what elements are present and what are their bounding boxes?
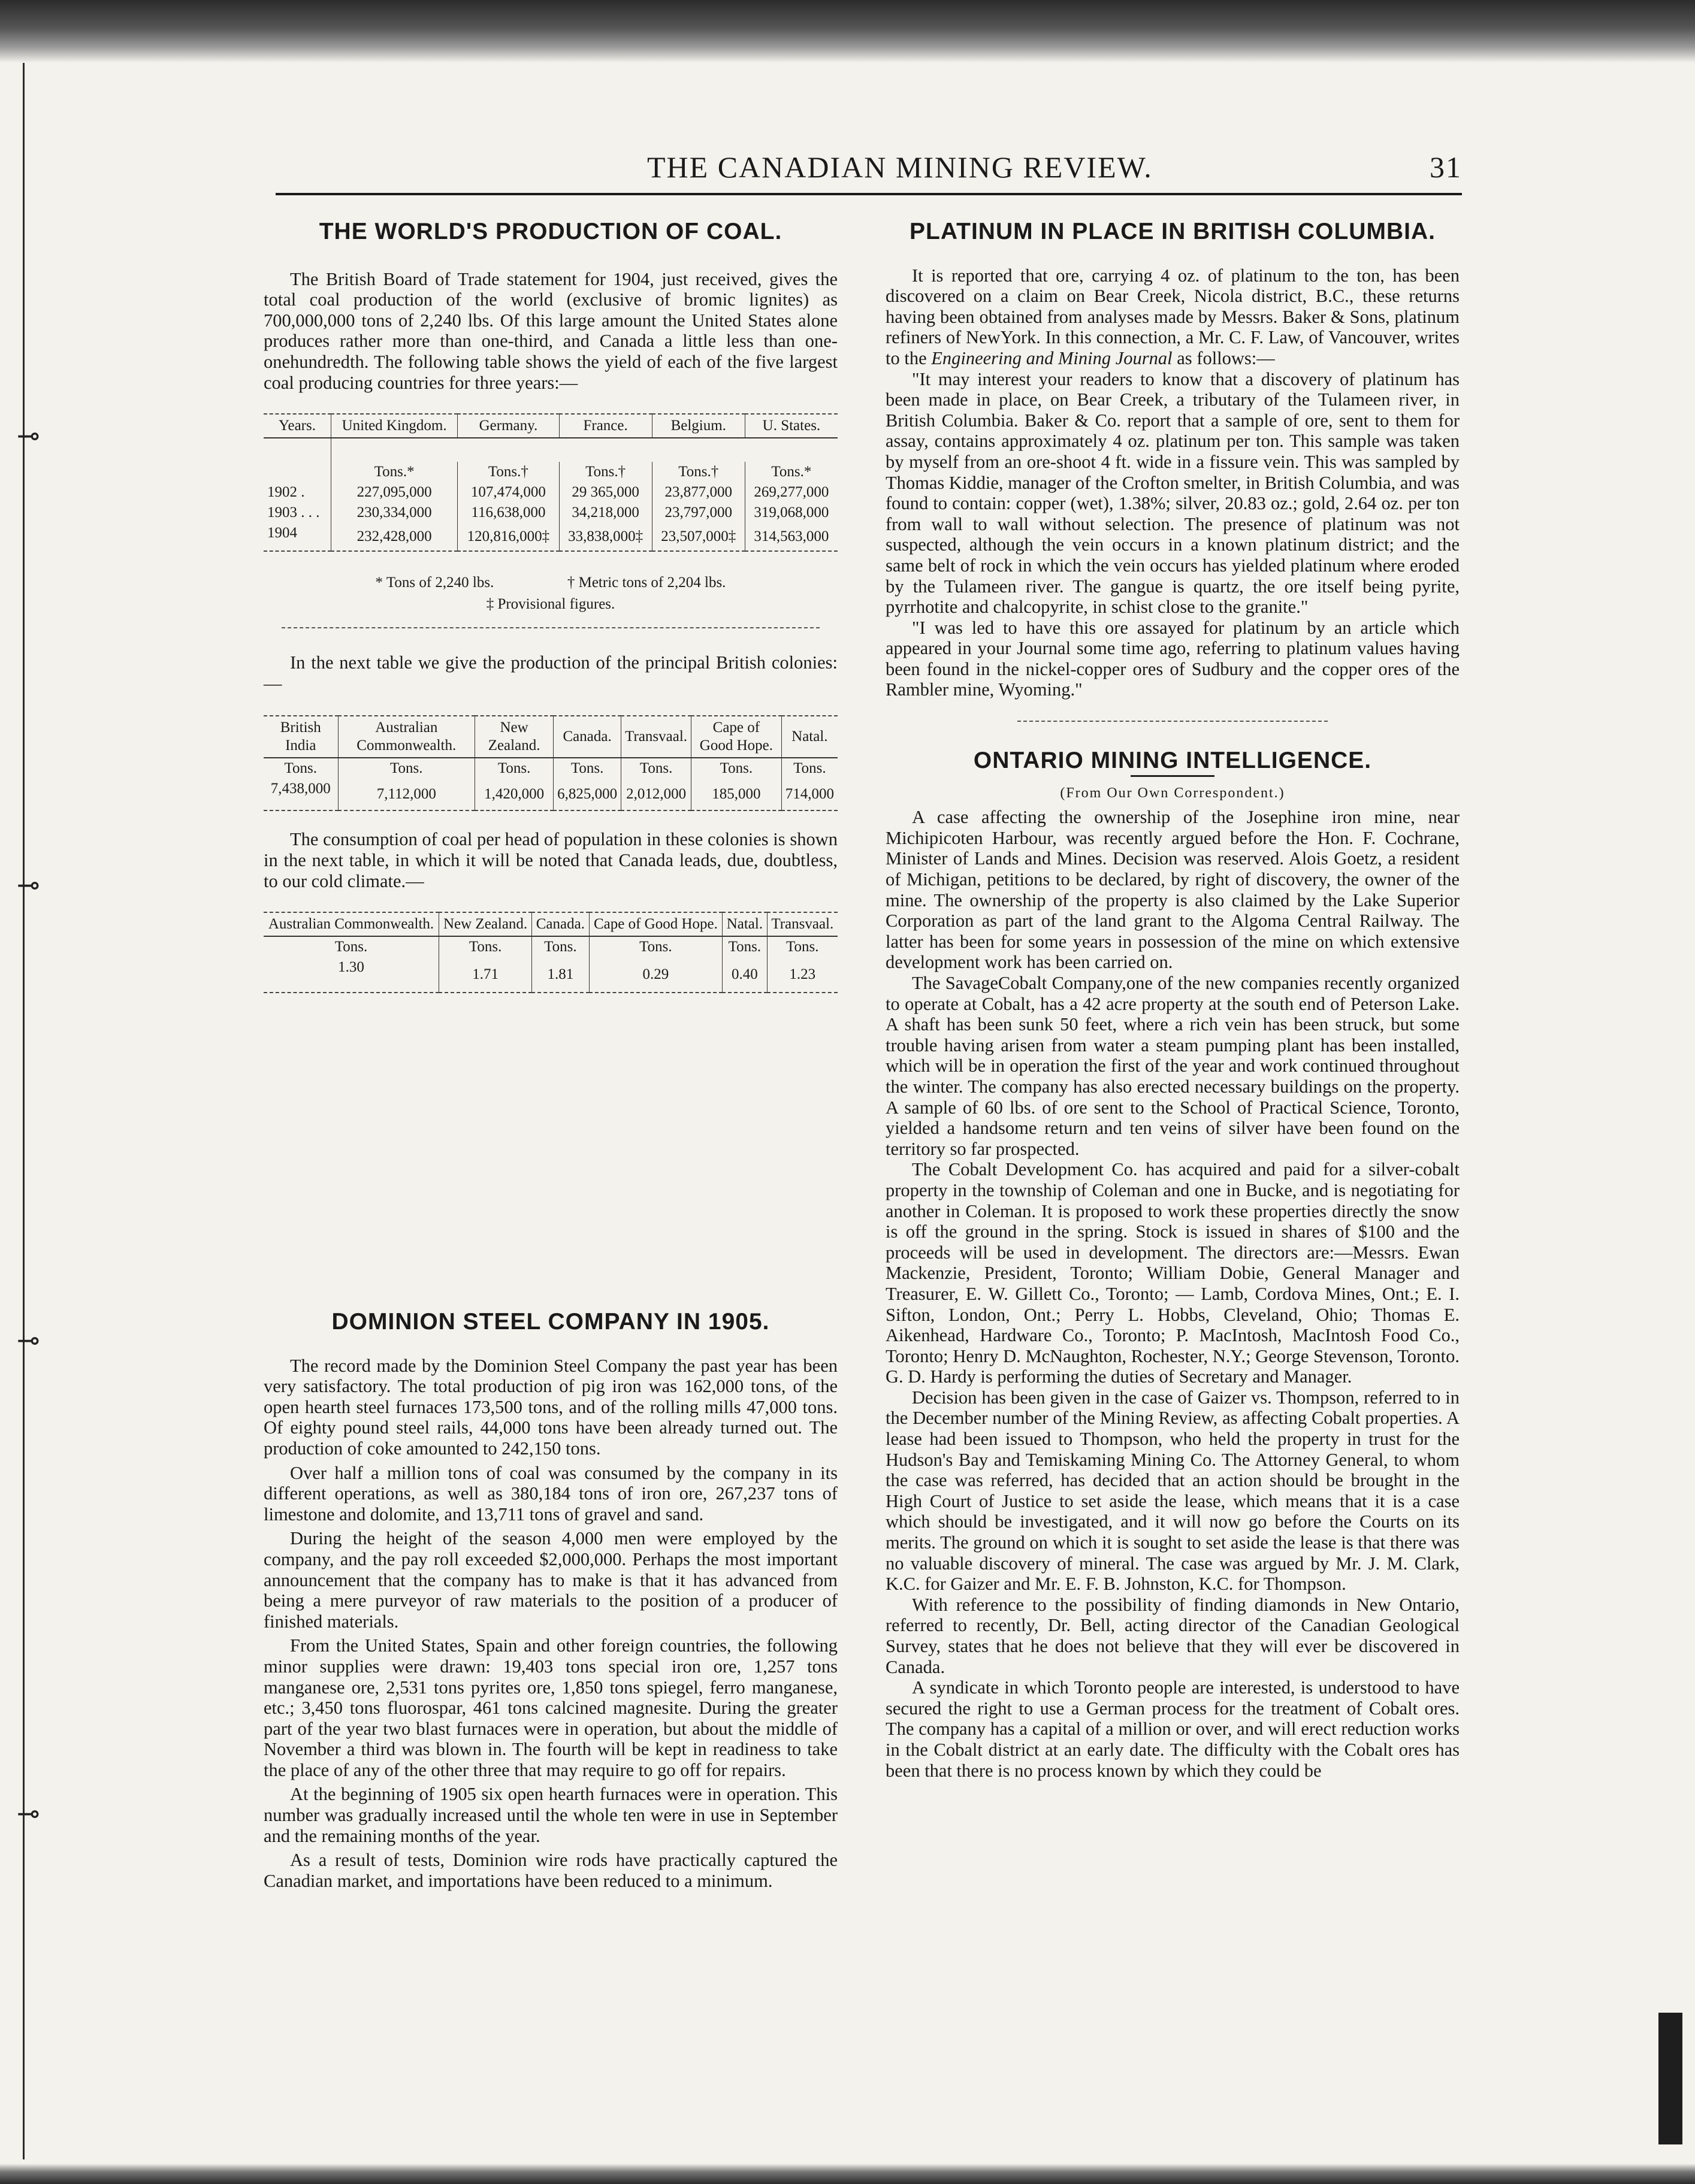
table-cell: Tons. [439, 936, 532, 957]
table-cell: 34,218,000 [559, 503, 652, 523]
table-row [264, 482, 838, 503]
ontario-paragraph: The SavageCobalt Company,one of the new companies recently organized to operate at Cobalt, has a 42 acre property at the south end of Peterson Lake. A shaft has been sunk 50 feet, where a rich vein has been struck, but some trouble having arisen from water a steam pumping plant has been installed, which will be in operation the first of the year and work continued throughout the winter. The company has also erected necessary buildings on the property. A sample of 60 lbs. of ore sent to the School of Practical Science, Toronto, yielded a handsome return and ten veins of silver have been found on the territory so far prospected. [886, 973, 1460, 1159]
table-cell: 1904 [267, 525, 297, 542]
steel-heading: DOMINION STEEL COMPANY IN 1905. [331, 1309, 770, 1335]
table-header: Canada. [532, 912, 589, 936]
coal-table-colonies [264, 715, 838, 811]
table-header: Australian Commonwealth. [268, 916, 434, 933]
coal-para-consumption: The consumption of coal per head of population in these colonies is shown in the next table, in which it will be noted that Canada leads, due, doubtless, to our cold climate.— [264, 829, 838, 891]
table-header: United Kingdom. [331, 414, 457, 438]
table-cell: 0.40 [723, 957, 767, 993]
table-cell: 230,334,000 [331, 503, 457, 523]
table-header: Years. [278, 418, 316, 434]
page-number: 31 [1430, 150, 1462, 184]
coal-para-colonies: In the next table we give the production of the principal British colonies:— [264, 652, 838, 694]
scan-right-blot [1658, 2013, 1682, 2144]
scan-left-margin-rule [23, 63, 25, 2159]
table-cell: 1.81 [532, 957, 589, 993]
table-cell: Tons. [475, 758, 554, 779]
table-cell: 7,438,000 [270, 781, 331, 797]
coal-table-consumption [264, 912, 838, 993]
table-cell: Tons.* [745, 462, 838, 482]
table-header: Cape of Good Hope. [589, 912, 723, 936]
table-cell: Tons. [532, 936, 589, 957]
table-header: Australian Commonwealth. [338, 716, 475, 758]
byline: (From Our Own Correspondent.) [1060, 785, 1285, 801]
table-cell: 1902 . [267, 484, 305, 501]
ontario-paragraph: With reference to the possibility of finding diamonds in New Ontario, referred to recently, Dr. Bell, acting director of the Canadian Geological Survey, states that he does not believe that they will ever be discovered in Canada. [886, 1594, 1460, 1677]
footnote: * Tons of 2,240 lbs. [375, 574, 494, 591]
scan-bottom-edge [0, 2164, 1695, 2184]
platinum-paragraph: "I was led to have this ore assayed for platinum by an article which appeared in your Journal some time ago, referring to platinum values having been found in the nickel-copper ores of Sudbury and the copper ores of the Rambler mine, Wyoming." [886, 617, 1460, 700]
table-cell: Tons. [589, 936, 723, 957]
header-rule [276, 193, 1462, 195]
table-cell: 314,563,000 [745, 523, 838, 551]
table-cell: 23,877,000 [652, 482, 745, 503]
steel-paragraph: During the height of the season 4,000 men were employed by the company, and the pay roll exceeded $2,000,000. Perhaps the most important announcement that the company has to make is that it has advanced from being a mere purveyor of raw materials to the position of a producer of finished materials. [264, 1528, 838, 1632]
table-cell: 1903 . . . [267, 504, 320, 521]
table-cell: 7,112,000 [338, 779, 475, 810]
table-cell [264, 438, 331, 462]
left-column [264, 219, 838, 993]
steel-paragraph: Over half a million tons of coal was consumed by the company in its different operations, as well as 380,184 tons of iron ore, 267,237 tons of limestone and dolomite, and 13,711 tons of gravel and sand. [264, 1462, 838, 1524]
table-cell: 1.30 [338, 959, 364, 976]
table-cell: 33,838,000‡ [559, 523, 652, 551]
table-row [264, 523, 838, 551]
margin-mark: ⊸ [17, 1324, 40, 1356]
table-row [264, 957, 838, 993]
ontario-paragraph: Decision has been given in the case of Gaizer vs. Thompson, referred to in the December number of the Mining Review, as affecting Cobalt properties. A lease had been issued to Thompson, who held the property in trust for the Hudson's Bay and Temiskaming Mining Co. The Attorney General, to whom the case was referred, has decided that an action should be brought in the High Court of Justice to set aside the lease, which means that it is a case which should be investigated, and it will now go before the Courts on its merits. The ground on which it is sought to set aside the lease is that there was no valuable discovery of mineral. The case was argued by Mr. J. M. Clark, K.C. for Gaizer and Mr. E. F. B. Johnston, K.C. for Thompson. [886, 1387, 1460, 1595]
table-footnotes [264, 572, 838, 615]
ontario-paragraph: A case affecting the ownership of the Josephine iron mine, near Michipicoten Harbour, was recently argued before the Hon. F. Cochrane, Minister of Lands and Mines. Decision was reserved. Alois Goetz, a resident of Michigan, petitions to be declared, by right of discovery, the owner of the mine. The ownership of the property is also claimed by the Lake Superior Corporation as part of the land grant to the Algoma Central Railway. The latter has been for some years in possession of the mine on which extensive development work has been carried on. [886, 807, 1460, 973]
steel-paragraph: From the United States, Spain and other foreign countries, the following minor supplies were drawn: 19,403 tons special iron ore, 1,257 tons manganese ore, 2,531 tons pyrites ore, 1,850 tons spiegel, ferro manganese, etc.; 3,450 tons fluorospar, 461 tons calcined magnesite. During the greater part of the year two blast furnaces were in operation, but about the middle of November a third was blown in. The fourth will be kept in readiness to take the place of any of the other three that may require to go off for repairs. [264, 1635, 838, 1780]
table-cell: 185,000 [691, 779, 782, 810]
footnote: ‡ Provisional figures. [486, 596, 615, 613]
table-row [264, 779, 838, 810]
coal-intro: The British Board of Trade statement for 1904, just received, gives the total coal production of the world (exclusive of bromic lignites) as 700,000,000 tons of 2,240 lbs. Of this large amount the United States alone produces rather more than one-third, and Canada a little less than one-onehundredth. The following table shows the yield of each of the five largest coal producing countries for three years:— [264, 268, 838, 393]
table-header: Canada. [554, 716, 621, 758]
table-cell: 23,507,000‡ [652, 523, 745, 551]
left-column-lower [264, 1309, 838, 1891]
journal-title: THE CANADIAN MINING REVIEW. [647, 150, 1153, 184]
table-cell: 319,068,000 [745, 503, 838, 523]
ontario-paragraph: The Cobalt Development Co. has acquired and paid for a silver-cobalt property in the township of Coleman and one in Bucke, and is negotiating for another in Coleman. It is proposed to work these properties directly the snow is off the ground in the spring. Stock is issued in shares of $100 and the proceeds will be used in development. The directors are:—Messrs. Ewan Mackenzie, President, Toronto; William Dobie, General Manager and Treasurer, E. W. Gillett Co., Toronto; — Lamb, Cordova Mines, Ont.; E. I. Sifton, London, Ont.; Perry L. Hobbs, Cleveland, Ohio; Thomas E. Aikenhead, Hardware Co., Toronto; P. MacIntosh, MacIntosh Food Co., Toronto; Henry D. McNaughton, Rochester, N.Y.; George Stevenson, Toronto. G. D. Hardy is performing the duties of Secretary and Manager. [886, 1159, 1460, 1387]
section-divider [282, 627, 820, 628]
platinum-paragraph [886, 265, 1460, 369]
table-cell: Tons.* [331, 462, 457, 482]
table-cell: Tons.† [458, 462, 559, 482]
footnote: † Metric tons of 2,204 lbs. [567, 574, 726, 591]
table-cell: 1,420,000 [475, 779, 554, 810]
table-header: Germany. [458, 414, 559, 438]
table-cell: Tons. [781, 758, 838, 779]
right-column [886, 219, 1460, 1781]
table-header: Natal. [723, 912, 767, 936]
table-header: Belgium. [652, 414, 745, 438]
table-cell: Tons. [691, 758, 782, 779]
platinum-p1-tail: as follows:— [1177, 347, 1275, 368]
ontario-heading: ONTARIO MINING INTELLIGENCE. [973, 748, 1372, 774]
table-row [264, 503, 838, 523]
margin-mark: ⊸ [17, 419, 40, 452]
table-cell: Tons. [767, 936, 838, 957]
table-cell: 6,825,000 [554, 779, 621, 810]
platinum-heading: PLATINUM IN PLACE IN BRITISH COLUMBIA. [910, 219, 1436, 244]
table-cell: 29 365,000 [559, 482, 652, 503]
table-cell: 120,816,000‡ [458, 523, 559, 551]
journal-name: Engineering and Mining Journal [931, 347, 1173, 368]
steel-paragraph: At the beginning of 1905 six open hearth furnaces were in operation. This number was gradually increased until the whole ten were in use in September and the remaining months of the year. [264, 1784, 838, 1846]
table-cell: 23,797,000 [652, 503, 745, 523]
table-header: New Zealand. [475, 716, 554, 758]
table-header: New Zealand. [439, 912, 532, 936]
table-cell: 714,000 [781, 779, 838, 810]
table-cell: 107,474,000 [458, 482, 559, 503]
table-cell: 1.23 [767, 957, 838, 993]
scan-top-edge [0, 0, 1695, 63]
table-cell: Tons. [338, 758, 475, 779]
running-header [264, 150, 1462, 192]
coal-heading: THE WORLD'S PRODUCTION OF COAL. [319, 219, 782, 244]
table-header: U. States. [745, 414, 838, 438]
table-cell: Tons. [723, 936, 767, 957]
table-header: Natal. [781, 716, 838, 758]
table-cell: 232,428,000 [331, 523, 457, 551]
table-cell: 269,277,000 [745, 482, 838, 503]
table-header: British India [280, 719, 321, 754]
table-cell [331, 438, 838, 462]
table-cell [264, 462, 331, 482]
margin-mark: ⊸ [17, 869, 40, 901]
table-header: Cape of Good Hope. [691, 716, 782, 758]
table-header: France. [559, 414, 652, 438]
coal-table-countries [264, 413, 838, 552]
margin-mark: ⊸ [17, 1797, 40, 1829]
table-cell: Tons.† [559, 462, 652, 482]
table-cell: Tons. [284, 760, 318, 777]
table-cell: 0.29 [589, 957, 723, 993]
table-cell: 2,012,000 [621, 779, 691, 810]
table-cell: 227,095,000 [331, 482, 457, 503]
steel-paragraph: The record made by the Dominion Steel Company the past year has been very satisfactory. The total production of pig iron was 162,000 tons, of the open hearth steel furnaces 173,500 tons, and of the rolling mills 47,000 tons. Of eighty pound steel rails, 44,000 tons have been already turned out. The production of coke amounted to 242,150 tons. [264, 1355, 838, 1459]
heading-underline [1131, 775, 1214, 777]
table-cell: Tons. [554, 758, 621, 779]
platinum-paragraph: "It may interest your readers to know that a discovery of platinum has been made in place, on Bear Creek, a tributary of the Tulameen river, in British Columbia. Baker & Co. report that a sample of ore, sent to them for assay, contains approximately 4 oz. platinum per ton. This sample was taken by myself from an ore-shoot 4 ft. wide in a fissure vein. This was sampled by Thomas Kiddie, manager of the Crofton smelter, in British Columbia, and was found to contain: copper (wet), 1.38%; silver, 20.83 oz.; gold, 2.64 oz. per ton from wall to wall without selection. The presence of platinum was not suspected, although the vein occurs in a known platinum district; and the same belt of rock in which the vein occurs has yielded platinum where eroded by the Tulameen river. The gangue is quartz, the ore itself being pyrite, pyrrhotite and chalcopyrite, in schist close to the granite." [886, 368, 1460, 618]
table-cell: Tons. [334, 939, 368, 955]
ontario-paragraph: A syndicate in which Toronto people are interested, is understood to have secured the right to use a German process for the treatment of Cobalt ores. The company has a capital of a million or over, and will erect reduction works in the Cobalt district at an early date. The difficulty with the Cobalt ores has been that there is no process known by which they could be [886, 1677, 1460, 1781]
steel-paragraph: As a result of tests, Dominion wire rods have practically captured the Canadian market, and importations have been reduced to a minimum. [264, 1850, 838, 1891]
table-cell: Tons.† [652, 462, 745, 482]
table-cell: Tons. [621, 758, 691, 779]
table-header: Transvaal. [767, 912, 838, 936]
table-cell: 116,638,000 [458, 503, 559, 523]
table-header: Transvaal. [621, 716, 691, 758]
table-cell: 1.71 [439, 957, 532, 993]
platinum-p1-text: It is reported that ore, carrying 4 oz. of platinum to the ton, has been discovered on a claim on Bear Creek, Nicola district, B.C., these returns having been obtained from analyses made by Messrs. Baker & Sons, platinum refiners of NewYork. In this connection, a Mr. C. F. Law, of Vancouver, writes to the [886, 265, 1460, 368]
